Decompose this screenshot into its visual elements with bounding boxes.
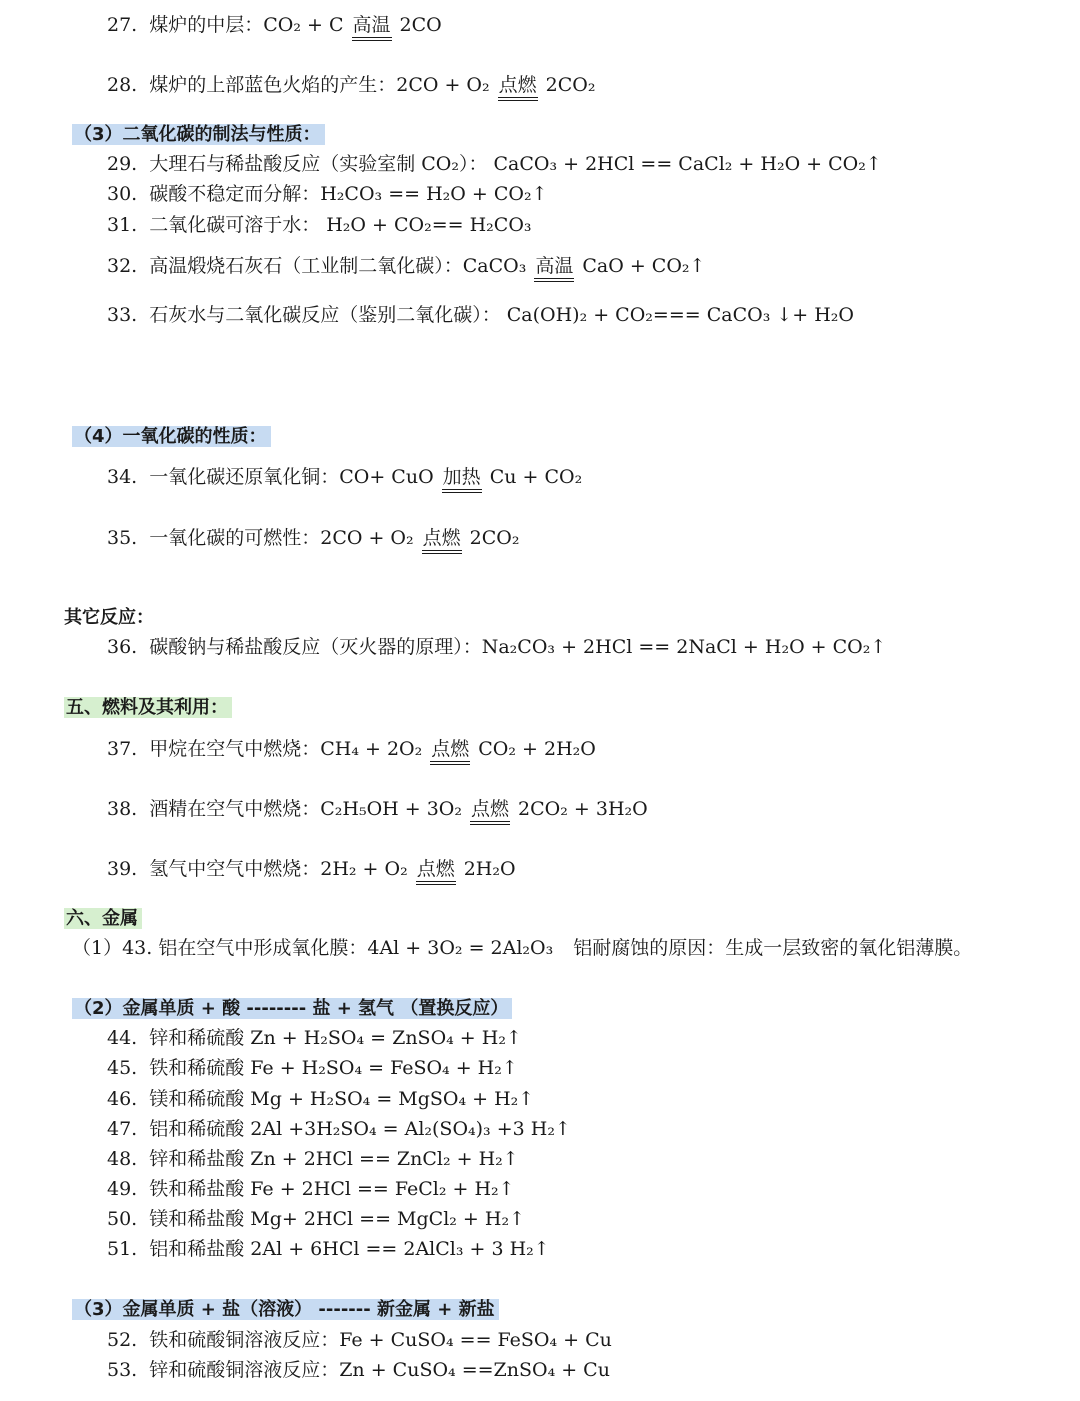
equation: Mg+ 2HCl == MgCl₂ + H₂↑	[250, 1208, 526, 1230]
desc: 锌和稀盐酸	[149, 1148, 245, 1170]
equation: H₂CO₃ == H₂O + CO₂↑	[320, 183, 548, 205]
equation-45: 45. 铁和稀硫酸 Fe + H₂SO₄ = FeSO₄ + H₂↑	[107, 1057, 518, 1079]
section-heading-co: （4）一氧化碳的性质：	[72, 422, 271, 451]
reactants: 2CO + O₂	[396, 74, 490, 96]
desc: 甲烷在空气中燃烧：	[149, 738, 321, 760]
equation-30: 30. 碳酸不稳定而分解：H₂CO₃ == H₂O + CO₂↑	[107, 183, 548, 205]
equation: CaCO₃ + 2HCl == CaCl₂ + H₂O + CO₂↑	[493, 153, 882, 175]
products: CaO + CO₂↑	[582, 255, 706, 277]
equation-31: 31. 二氧化碳可溶于水： H₂O + CO₂== H₂CO₃	[107, 214, 532, 236]
section-heading-metal-acid: （2）金属单质 + 酸 -------- 盐 + 氢气 （置换反应）	[72, 994, 512, 1023]
reactants: 2CO + O₂	[320, 527, 414, 549]
prefix: （1）43.	[72, 937, 153, 959]
equation-50: 50. 镁和稀盐酸 Mg+ 2HCl == MgCl₂ + H₂↑	[107, 1208, 526, 1230]
desc: 铝和稀硫酸	[149, 1118, 245, 1140]
section-heading-metal-salt: （3）金属单质 + 盐（溶液） ------- 新金属 + 新盐	[72, 1295, 499, 1324]
equation: 2Al +3H₂SO₄ = Al₂(SO₄)₃ +3 H₂↑	[250, 1118, 571, 1140]
section-heading-metals: 六、金属	[64, 904, 142, 933]
desc: 二氧化碳可溶于水：	[149, 214, 321, 236]
desc: 酒精在空气中燃烧：	[149, 798, 321, 820]
equation-52: 52. 铁和硫酸铜溶液反应：Fe + CuSO₄ == FeSO₄ + Cu	[107, 1329, 612, 1351]
equation-51: 51. 铝和稀盐酸 2Al + 6HCl == 2AlCl₃ + 3 H₂↑	[107, 1238, 550, 1260]
equation: 4Al + 3O₂ = 2Al₂O₃	[367, 937, 554, 959]
equation-39: 39. 氢气中空气中燃烧：2H₂ + O₂ 点燃 2H₂O	[107, 855, 516, 885]
products: 2CO₂ + 3H₂O	[518, 798, 648, 820]
products: Cu + CO₂	[489, 466, 583, 488]
equation: Fe + CuSO₄ == FeSO₄ + Cu	[339, 1329, 612, 1351]
reactants: CH₄ + 2O₂	[320, 738, 423, 760]
equation-49: 49. 铁和稀盐酸 Fe + 2HCl == FeCl₂ + H₂↑	[107, 1178, 515, 1200]
products: 2H₂O	[463, 858, 516, 880]
equation: Zn + H₂SO₄ = ZnSO₄ + H₂↑	[250, 1027, 522, 1049]
equation-27: 27. 煤炉的中层：CO₂ + C 高温 2CO	[107, 11, 442, 41]
equation: Zn + CuSO₄ ==ZnSO₄ + Cu	[339, 1359, 610, 1381]
desc: 碳酸不稳定而分解：	[149, 183, 321, 205]
reactants: C₂H₅OH + 3O₂	[320, 798, 463, 820]
equation-29: 29. 大理石与稀盐酸反应（实验室制 CO₂）： CaCO₃ + 2HCl == CaCl₂ + H₂O + CO₂↑	[107, 153, 882, 175]
reactants: CO₂ + C	[263, 14, 344, 36]
condition: 加热	[442, 465, 482, 493]
desc: 高温煅烧石灰石（工业制二氧化碳）：	[149, 255, 463, 277]
equation: Mg + H₂SO₄ = MgSO₄ + H₂↑	[250, 1088, 535, 1110]
equation-33: 33. 石灰水与二氧化碳反应（鉴别二氧化碳）： Ca(OH)₂ + CO₂=== CaCO₃ ↓+ H₂O	[107, 304, 854, 326]
reactants: CaCO₃	[462, 255, 527, 277]
desc: 石灰水与二氧化碳反应（鉴别二氧化碳）：	[149, 304, 501, 326]
reactants: 2H₂ + O₂	[320, 858, 408, 880]
condition: 点燃	[422, 526, 462, 554]
desc: 铁和硫酸铜溶液反应：	[149, 1329, 340, 1351]
equation: 2Al + 6HCl == 2AlCl₃ + 3 H₂↑	[250, 1238, 550, 1260]
section-heading-co2: （3）二氧化碳的制法与性质：	[72, 120, 325, 149]
equation: Na₂CO₃ + 2HCl == 2NaCl + H₂O + CO₂↑	[481, 636, 887, 658]
equation-46: 46. 镁和稀硫酸 Mg + H₂SO₄ = MgSO₄ + H₂↑	[107, 1088, 535, 1110]
products: 2CO	[399, 14, 442, 36]
equation-34: 34. 一氧化碳还原氧化铜：CO+ CuO 加热 Cu + CO₂	[107, 463, 582, 493]
desc: 铁和稀盐酸	[149, 1178, 245, 1200]
equation-53: 53. 锌和硫酸铜溶液反应：Zn + CuSO₄ ==ZnSO₄ + Cu	[107, 1359, 610, 1381]
products: 2CO₂	[545, 74, 596, 96]
condition: 高温	[534, 254, 574, 282]
products: 2CO₂	[469, 527, 520, 549]
equation-43	[72, 934, 972, 962]
equation-36: 36. 碳酸钠与稀盐酸反应（灭火器的原理）：Na₂CO₃ + 2HCl == 2NaCl + H₂O + CO₂↑	[107, 636, 887, 658]
equation-44: 44. 锌和稀硫酸 Zn + H₂SO₄ = ZnSO₄ + H₂↑	[107, 1027, 522, 1049]
equation-28: 28. 煤炉的上部蓝色火焰的产生：2CO + O₂ 点燃 2CO₂	[107, 71, 595, 101]
condition: 点燃	[430, 737, 470, 765]
section-heading-other: 其它反应：	[64, 607, 154, 628]
desc: 锌和硫酸铜溶液反应：	[149, 1359, 340, 1381]
desc: 一氧化碳的可燃性：	[149, 527, 321, 549]
condition: 高温	[352, 13, 392, 41]
desc: 氢气中空气中燃烧：	[149, 858, 321, 880]
equation: Ca(OH)₂ + CO₂=== CaCO₃ ↓+ H₂O	[506, 304, 854, 326]
desc: 煤炉的中层：	[149, 14, 264, 36]
reactants: CO+ CuO	[339, 466, 434, 488]
desc: 煤炉的上部蓝色火焰的产生：	[149, 74, 397, 96]
desc: 铝在空气中形成氧化膜：	[158, 937, 368, 959]
condition: 点燃	[416, 857, 456, 885]
desc: 一氧化碳还原氧化铜：	[149, 466, 340, 488]
desc: 锌和稀硫酸	[149, 1027, 245, 1049]
equation-48: 48. 锌和稀盐酸 Zn + 2HCl == ZnCl₂ + H₂↑	[107, 1148, 519, 1170]
desc: 铝和稀盐酸	[149, 1238, 245, 1260]
condition: 点燃	[470, 797, 510, 825]
desc: 镁和稀硫酸	[149, 1088, 245, 1110]
equation: Fe + 2HCl == FeCl₂ + H₂↑	[250, 1178, 515, 1200]
equation-47: 47. 铝和稀硫酸 2Al +3H₂SO₄ = Al₂(SO₄)₃ +3 H₂↑	[107, 1118, 571, 1140]
products: CO₂ + 2H₂O	[478, 738, 596, 760]
equation-32: 32. 高温煅烧石灰石（工业制二氧化碳）：CaCO₃ 高温 CaO + CO₂↑	[107, 252, 705, 282]
desc: 碳酸钠与稀盐酸反应（灭火器的原理）：	[149, 636, 482, 658]
desc: 铁和稀硫酸	[149, 1057, 245, 1079]
equation-35: 35. 一氧化碳的可燃性：2CO + O₂ 点燃 2CO₂	[107, 524, 519, 554]
equation: Fe + H₂SO₄ = FeSO₄ + H₂↑	[250, 1057, 518, 1079]
condition: 点燃	[498, 73, 538, 101]
desc: 大理石与稀盐酸反应（实验室制 CO₂）：	[149, 153, 488, 175]
section-heading-fuels: 五、燃料及其利用：	[64, 693, 232, 722]
equation: H₂O + CO₂== H₂CO₃	[326, 214, 532, 236]
equation-37: 37. 甲烷在空气中燃烧：CH₄ + 2O₂ 点燃 CO₂ + 2H₂O	[107, 735, 596, 765]
equation: Zn + 2HCl == ZnCl₂ + H₂↑	[250, 1148, 519, 1170]
note: 铝耐腐蚀的原因：生成一层致密的氧化铝薄膜。	[573, 937, 973, 959]
equation-38: 38. 酒精在空气中燃烧：C₂H₅OH + 3O₂ 点燃 2CO₂ + 3H₂O	[107, 795, 648, 825]
desc: 镁和稀盐酸	[149, 1208, 245, 1230]
